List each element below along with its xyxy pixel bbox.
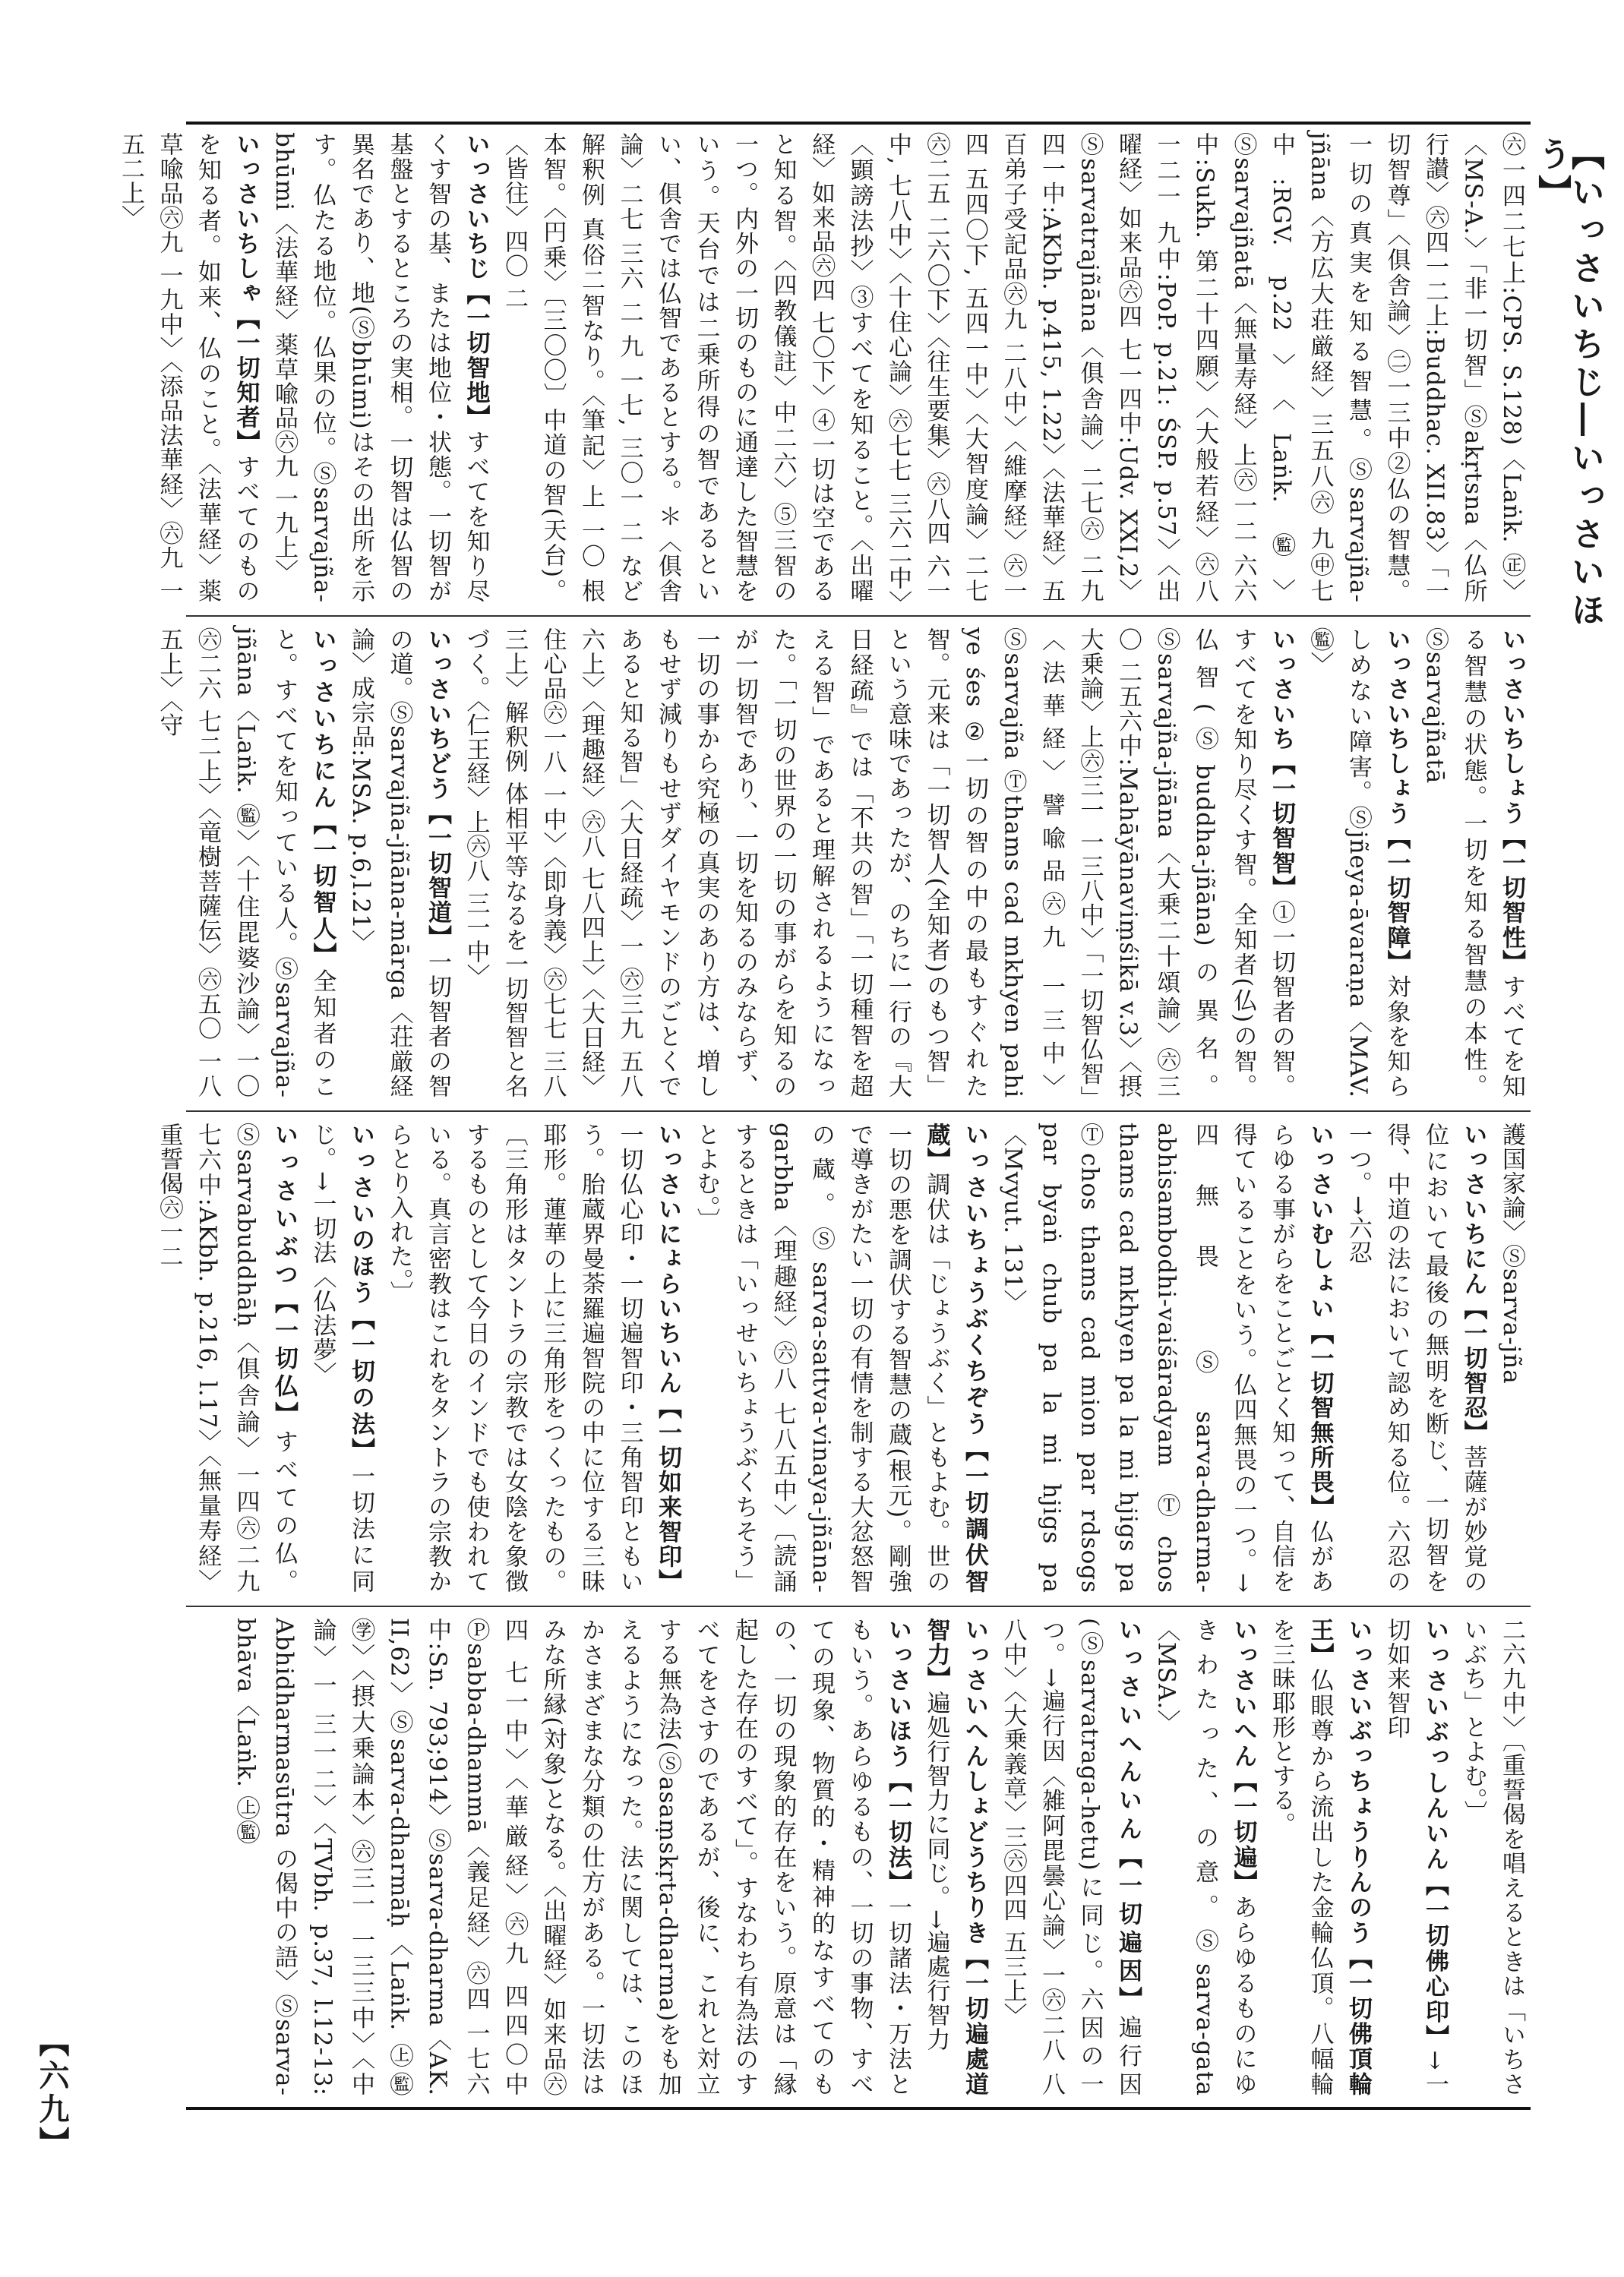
dictionary-entry (994, 1123, 1339, 1593)
entry-headword: いっさいぶつ【一切仏】 (270, 1123, 298, 1430)
entry-headword: いっさいへんいん【一切遍因】 (1114, 1618, 1142, 2016)
entry-headword: いっさいちしょう【一切智障】 (1382, 627, 1411, 975)
entry-body: 一切智者の智の道。Ⓢsarvajña-jñāna-mārga〈荘厳経論〉成宗品:MSA. p.6,l.21〉 (347, 627, 451, 1099)
entry-headword: いっさいちにん【一切智忍】 (1459, 1123, 1487, 1445)
entry-body: 調伏は「じょうぶく」ともよむ。世の一切の悪を調伏する智慧の蔵(根元)。剛強で導きがたい一切の有情を制する大忿怒智の蔵。Ⓢsarva-sattva-vinaya-jñāna-garbha〈理趣経〉㊅八 七八五中〉〔読誦するときは「いっせいちょうぶくちそう」とよむ。〕 (692, 1123, 950, 1594)
dictionary-entry (1262, 1618, 1378, 2096)
band-divider (186, 1110, 1531, 1112)
dictionary-entry (1339, 1123, 1493, 1593)
entry-headword: いっさいちじ【一切智地】 (462, 132, 490, 430)
band-divider (186, 1606, 1531, 1607)
dictionary-entry (150, 1123, 303, 1593)
entry-body: 仏眼尊から流出した金輪仏頂。八幅輪を三昧耶形とする。 (1268, 1618, 1334, 2097)
entry-body: 仏があらゆる事がらをことごとく知って、自信を得ていることをいう。仏四無畏の一つ。→四無畏 Ⓢsarva-dharma-abhisambodhi-vaiśāradyam Ⓣchos thams cad mkhyen pa la mi hjigs pa Ⓣchos thams cad mion par rdsogs par byaṅ chub pa la mi hjigs pa〈Mvyut. 131〉 (999, 1123, 1334, 1594)
running-head: 【いっさいちじ―いっさいほう】 (1532, 137, 1604, 630)
dictionary-entry (1147, 1618, 1262, 2096)
dictionary-entry (1300, 627, 1416, 1098)
dictionary-entry (457, 627, 1300, 1098)
entry-body: 菩薩が妙覚の位において最後の無明を断じ、一切智を得、中道の法において認め知る位。六忍の一つ。→六忍 (1344, 1123, 1487, 1594)
dictionary-entry (380, 1123, 687, 1593)
entry-headword: いっさいぶっしんいん【一切佛心印】 (1421, 1618, 1449, 2051)
dictionary-entry (495, 132, 1531, 603)
entry-body: すべてのものを知る者。如来、仏のこと。〈法華経〉薬草喩品㊅九 一九中〉〈添品法華経〉㊅九 一五二上〉 (117, 132, 260, 604)
entry-body: →一切如来智印 (1382, 1618, 1449, 2096)
entry-headword: いっさいほう【一切法】 (884, 1618, 912, 1896)
text-frame (117, 122, 1531, 2110)
text-band-2 (155, 620, 1531, 1106)
dictionary-entry (1416, 627, 1531, 1098)
dictionary-entry (112, 132, 265, 603)
entry-body: 一切仏心印・一切遍智印・三角智印ともいう。胎蔵界曼荼羅遍智院の中に位する三昧耶形。蓮華の上に三角形をつくったもの。〔三角形はタントラの宗教では女陰を象徴するものとして今日のインドでも使われている。真言密教はこれをタントラの宗教からとり入れた。〕 (385, 1123, 643, 1593)
entry-headword: いっさいにょらいちいん【一切如来智印】 (654, 1123, 681, 1593)
entry-body: 遍処行智力に同じ。→遍處行智力 (922, 1691, 950, 2051)
dictionary-entry (687, 1123, 994, 1593)
entry-body: 一切諸法・万法ともいう。あらゆるもの、一切の事物、すべての現象、物質的・精神的なすべてのもの、一切の現象的存在をいう。原意は「縁起した存在のすべて」。すなわち有為法のすべてをさすのであるが、後に、これと対立する無為法(Ⓢasaṃskṛta-dharma)をも加えるようになった。法に関しては、このほかさまざまな分類の仕方がある。一切法はみな所縁(対象)となる。〈出曜経〉如来品㊅四 七一中〉〈華厳経〉㊅九 四四〇中Ⓟsabba-dhammā〈義足経〉㊅四 一七六中:Sn. 793;914〉Ⓢsarva-dharma〈AK. II,62〉Ⓢsarva-dharmāḥ〈Laṅk. ㊤㊬㊫〉〈摂大乗論本〉㊅三一 一三三中〉〈中論〉一 三一二〉〈TVbh. p.37, l.12-13: Abhidharmasūtra の偈中の語〉Ⓢsarva-bhāva〈Laṅk. ㊤㊬ (232, 1618, 912, 2097)
band-divider (186, 615, 1531, 617)
text-band-1 (117, 125, 1531, 611)
entry-headword: いっさいちょうぶくちぞう【一切調伏智蔵】 (922, 1123, 988, 1593)
dictionary-entry (150, 627, 342, 1098)
dictionary-entry (265, 132, 495, 603)
entry-body: 対象を知らしめない障害。Ⓢjñeya-āvaraṇa〈MAV. ㊬〉 (1306, 627, 1411, 1099)
entry-body: すべての仏。Ⓢsarvabuddhāḥ〈俱舎論〉一四㊅二九 七六中:AKbh. p.216, l.17〉〈無量寿経〉重誓偈㊅一二 (155, 1123, 298, 1593)
entry-body: ①一切智者の智。すべてを知り尽くす智。全知者(仏)の智。仏智(Ⓢbuddha-jñāna)の異名。Ⓢsarvajña-jñāna〈大乗二十頌論〉㊅三〇 二五六中:Mahāyānaviṃśikā v.3〉〈摂大乗論〉上㊅三一 一三八中〉「一切智仏智」〈法華経〉譬喩品㊅九 一三中〉Ⓢsarvajña Ⓣthams cad mkhyen pahi ye śes ②一切の智の中の最もすぐれた智。元来は「一切智人(全知者)のもつ智」という意味であったが、のちに一行の『大日経疏』では「不共の智」「一切種智を超える智」であると理解されるようになった。「一切の世界の一切の事がらを知るのが一切智であり、一切を知るのみならず、一切の事から究極の真実のあり方は、増しもせず減りもせずダイヤモンドのごとくであると知る智」〈大日経疏〉一 ㊅三九 五八六上〉〈理趣経〉㊅八 七八四上〉〈大日経〉住心品㊅一八 一中〉〈即身義〉㊅七七 三八三上〉解釈例 体相平等なるを一切智智と名づく。〈仁王経〉上㊅八 三一中〉 (462, 627, 1295, 1099)
dictionary-entry (342, 627, 457, 1098)
entry-headword: いっさいちにん【一切智人】 (308, 627, 336, 969)
dictionary-entry (303, 1123, 380, 1593)
entry-headword: いっさいちどう【一切智道】 (424, 627, 451, 950)
dictionary-entry (994, 1618, 1147, 2096)
entry-body: ㊅一四二七上:CPS. S.128)〈Laṅk. ㊣〉〈MS-A.〉「非一切智」Ⓢakṛtsna〈仏所行讃〉㊅四一二上:Buddhac. XII.83〉「一切智尊」〈俱舎論〉㊁一三中②仏の智慧。一切の真実を知る智慧。Ⓢsarvajña-jñāna〈方広大荘厳経〉三五八㊅ 九㊥七中:RGV. p.22〉〈Laṅk. ㊬〉Ⓢsarvajñatā〈無量寿経〉上㊅一二 六六中:Sukh. 第二十四願〉〈大般若経〉㊅八 一二一 九中:PoP. p.21: ŚSP. p.57〉〈出曜経〉如来品㊅四 七一四中:Udv. XXI,2〉Ⓢsarvatrajñāna〈俱舎論〉二七㊅ 二九 四一中:AKbh. p.415, 1.22〉〈法華経〉五百弟子受記品㊅九 二八中〉〈維摩経〉㊅一四 五四〇下, 五四一中〉〈大智度論〉二七㊅二五 二六〇下〉〈往生要集〉㊅八四 六一中, 七八中〉〈十住心論〉㊅七七 三六二中〉〈顕謗法抄〉③すべてを知ること。〈出曜経〉如来品㊅四 七〇下〉④一切は空であると知る智。〈四教儀註〉中二六〉⑤三智の一つ。内外の一切のものに通達した智慧をいう。天台では二乗所得の智であるといい、俱舎では仏智であるとする。＊〈俱舎論〉二七 三六 二 九 一七, 三〇一 二 など 解釈例 真俗二智なり。〈筆記〉上 一〇 根本智。〈円乗〉〔三〇〇〕中道の智(天台)。〈皆往〉四〇 二 (501, 132, 1525, 603)
dictionary-entry (1377, 1618, 1454, 2096)
entry-headword: いっさいちしゃ【一切知者】 (232, 132, 260, 455)
entry-headword: いっさいへんしょどうちりき【一切遍處道智力】 (922, 1618, 988, 2096)
entry-body: 護国家論〉Ⓢsarva-jña (1498, 1123, 1525, 1385)
entry-body: 二六九中〉〔重誓偈を唱えるときは「いちさいぶち」とよむ。〕 (1459, 1618, 1525, 2096)
page-number: 【六九】 (34, 2026, 70, 2160)
entry-body: 全知者のこと。すべてを知っている人。Ⓢsarvajña-jñāna〈Laṅk. ㊬〉〈十住毘婆沙論〉一〇㊅二六 七二上〉〈竜樹菩薩伝〉㊅五〇 一八五上〉〈守 (155, 627, 336, 1099)
entry-headword: いっさいちしょう【一切智性】 (1498, 627, 1525, 975)
dictionary-entry (917, 1618, 994, 2096)
dictionary-entry (1493, 1123, 1531, 1593)
entry-body: 一切法に同じ。→一切法〈仏法夢〉 (308, 1123, 374, 1594)
entry-body: あらゆるものにゆきわたった、の意。Ⓢsarva-gata〈MSA.〉 (1152, 1618, 1257, 2097)
dictionary-entry (1454, 1618, 1531, 2096)
entry-body: 遍行因(Ⓢsarvatraga-hetu)に同じ。六因の一つ。→遍行因〈雑阿毘曇心論〉一㊅二八 八八中〉〈大乗義章〉三㊅四四 五三上〉 (999, 1618, 1142, 2096)
dictionary-entry (226, 1618, 917, 2096)
text-band-3 (155, 1115, 1531, 1601)
entry-headword: いっさいち【一切智智】 (1268, 627, 1295, 901)
entry-headword: いっさいのほう【一切の法】 (347, 1123, 374, 1464)
entry-headword: いっさいむしょい【一切智無所畏】 (1306, 1123, 1334, 1520)
entry-headword: いっさいへん【一切遍】 (1229, 1618, 1257, 1896)
entry-headword: いっさいぶっちょうりんのう【一切佛頂輪王】 (1306, 1618, 1372, 2096)
text-band-4 (186, 1610, 1531, 2104)
entry-body: すべてを知り尽くす智の基、または地位・状態。一切智が基盤とするところの実相。一切智は仏智の異名であり、地(Ⓢbhūmi)はその出所を示す。仏たる地位。仏果の位。Ⓢsarvajña-bhūmi〈法華経〉薬草喩品㊅九 一九上〉 (270, 132, 490, 604)
entry-body: すべてを知る智慧の状態。一切を知る智慧の本性。Ⓢsarvajñatā (1421, 627, 1525, 1099)
